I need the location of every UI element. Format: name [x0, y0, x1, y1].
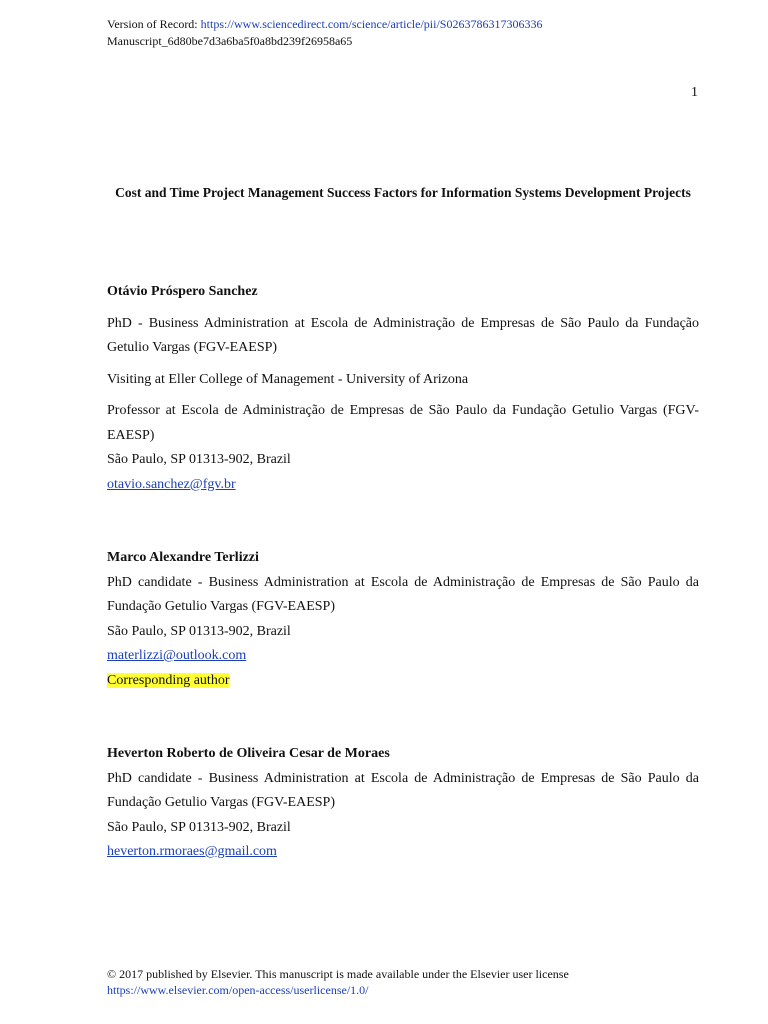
author-address: São Paulo, SP 01313-902, Brazil	[107, 819, 291, 835]
page-number: 1	[691, 85, 698, 100]
author-block-1	[107, 280, 699, 497]
author-email-link[interactable]: materlizzi@outlook.com	[107, 648, 247, 663]
author-affiliation: PhD candidate - Business Administration at Escola de Administração de Empresas de São Paulo da Fundação Getulio Vargas (FGV-EAESP)	[107, 574, 699, 614]
version-of-record	[107, 17, 542, 31]
manuscript-id: Manuscript_6d80be7d3a6ba5f0a8bd239f26958a65	[107, 34, 353, 48]
author-name: Marco Alexandre Terlizzi	[107, 550, 259, 565]
corresponding-author-note: Corresponding author	[107, 672, 230, 688]
author-affiliation: Visiting at Eller College of Management - University of Arizona	[107, 371, 469, 387]
author-affiliation: PhD - Business Administration at Escola de Administração de Empresas de São Paulo da Fundação Getulio Vargas (FGV-EAESP)	[107, 315, 699, 355]
author-name: Heverton Roberto de Oliveira Cesar de Moraes	[107, 746, 390, 761]
author-name: Otávio Próspero Sanchez	[107, 284, 258, 299]
version-label: Version of Record:	[107, 17, 201, 31]
author-affiliation: PhD candidate - Business Administration at Escola de Administração de Empresas de São Paulo da Fundação Getulio Vargas (FGV-EAESP)	[107, 770, 699, 810]
author-address: São Paulo, SP 01313-902, Brazil	[107, 452, 291, 467]
author-email-link[interactable]: otavio.sanchez@fgv.br	[107, 476, 236, 492]
author-address: São Paulo, SP 01313-902, Brazil	[107, 623, 291, 639]
author-block-3	[107, 742, 699, 865]
license-url	[107, 983, 368, 998]
license-link[interactable]: https://www.elsevier.com/open-access/userlicense/1.0/	[107, 983, 369, 997]
version-of-record-link[interactable]: https://www.sciencedirect.com/science/article/pii/S0263786317306336	[200, 17, 543, 31]
license-notice: © 2017 published by Elsevier. This manuscript is made available under the Elsevier user license	[107, 967, 569, 981]
author-block-2	[107, 546, 699, 693]
author-email-link[interactable]: heverton.rmoraes@gmail.com	[107, 844, 277, 859]
author-affiliation: Professor at Escola de Administração de Empresas de São Paulo da Fundação Getulio Vargas (FGV-EAESP)	[107, 403, 699, 443]
paper-title: Cost and Time Project Management Success Factors for Information Systems Development Projects	[115, 185, 691, 200]
